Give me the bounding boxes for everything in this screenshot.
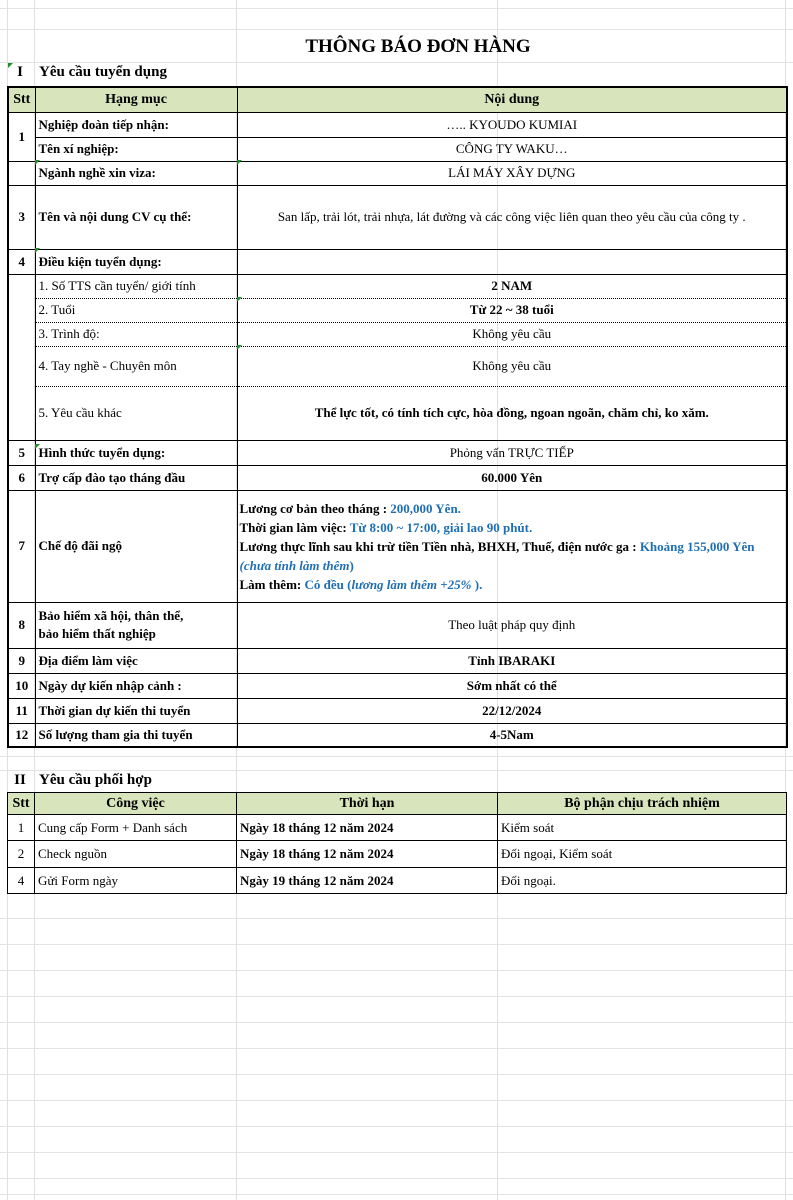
benefit-note: (chưa tính làm thêm: [239, 557, 350, 573]
table-row: [8, 322, 787, 346]
row-stt: 9: [8, 648, 35, 673]
row-stt: 3: [8, 185, 35, 249]
table-row: [8, 298, 787, 322]
table-row: [8, 440, 787, 465]
row-content: CÔNG TY WAKU…: [237, 137, 787, 161]
row-stt: 5: [8, 440, 35, 465]
benefit-note: lương làm thêm +25%: [351, 576, 472, 592]
cell-comment-marker: [8, 63, 13, 68]
row-item: Thời gian dự kiến thi tuyển: [35, 698, 237, 723]
row-content: Từ 22 ~ 38 tuổi: [237, 298, 787, 322]
benefit-value: Khoảng 155,000 Yên: [639, 538, 755, 554]
header-department: Bộ phận chịu trách nhiệm: [498, 793, 787, 815]
row-department: Đối ngoại, Kiểm soát: [498, 841, 787, 868]
row-item: Số lượng tham gia thi tuyển: [35, 723, 237, 747]
section-2-heading: [7, 772, 307, 792]
cell-comment-marker: [35, 444, 40, 449]
recruitment-table: [7, 86, 788, 748]
row-stt: 1: [8, 815, 35, 841]
row-stt: [8, 161, 35, 185]
table-row: [8, 698, 787, 723]
row-stt: 11: [8, 698, 35, 723]
row-content: Thể lực tốt, có tính tích cực, hòa đồng, ngoan ngoãn, chăm chỉ, ko xăm.: [237, 386, 787, 440]
row-task: Cung cấp Form + Danh sách: [35, 815, 237, 841]
table-row: [8, 868, 787, 894]
header-deadline: Thời hạn: [237, 793, 498, 815]
row-task: Gửi Form ngày: [35, 868, 237, 894]
row-stt: 6: [8, 465, 35, 490]
table-row: [8, 137, 787, 161]
table-header-row: [8, 793, 787, 815]
row-department: Kiểm soát: [498, 815, 787, 841]
row-stt: [8, 274, 35, 440]
row-content: LÁI MÁY XÂY DỰNG: [237, 161, 787, 185]
section-1-label: Yêu cầu tuyển dụng: [39, 64, 167, 80]
row-stt: 10: [8, 673, 35, 698]
row-item: 1. Số TTS cần tuyển/ giới tính: [35, 274, 237, 298]
row-item: Tên và nội dung CV cụ thể:: [35, 185, 237, 249]
row-item: Ngày dự kiến nhập cảnh :: [35, 673, 237, 698]
table-row: [8, 602, 787, 648]
row-stt: 1: [8, 112, 35, 161]
table-row: [8, 648, 787, 673]
row-content: Không yêu cầu: [237, 322, 787, 346]
row-stt: 4: [8, 868, 35, 894]
row-stt: 2: [8, 841, 35, 868]
benefit-value: Từ 8:00 ~ 17:00, giải lao 90 phút.: [349, 519, 533, 535]
row-content: Không yêu cầu: [237, 346, 787, 386]
table-row: [8, 346, 787, 386]
cell-comment-marker: [237, 297, 242, 302]
row-content: Theo luật pháp quy định: [237, 602, 787, 648]
table-row: [8, 161, 787, 185]
cell-comment-marker: [35, 248, 40, 253]
row-item: 2. Tuổi: [35, 298, 237, 322]
table-header-row: [8, 87, 787, 112]
row-item: Hình thức tuyển dụng:: [35, 440, 237, 465]
row-content: Sớm nhất có thể: [237, 673, 787, 698]
table-row: [8, 249, 787, 274]
row-item: Ngành nghề xin viza:: [35, 161, 237, 185]
row-content: 4-5Nam: [237, 723, 787, 747]
cell-comment-marker: [35, 160, 40, 165]
benefits-content: [237, 490, 787, 602]
benefit-label: Thời gian làm việc:: [239, 519, 350, 535]
row-content: San lấp, trải lót, trải nhựa, lát đường và các công việc liên quan theo yêu cầu của công ty .: [237, 185, 787, 249]
row-content: [237, 249, 787, 274]
section-2-label: Yêu cầu phối hợp: [39, 772, 152, 788]
row-item: 5. Yêu cầu khác: [35, 386, 237, 440]
row-item: Nghiệp đoàn tiếp nhận:: [35, 112, 237, 137]
row-item: Tên xí nghiệp:: [35, 137, 237, 161]
table-row: [8, 673, 787, 698]
table-row: [8, 815, 787, 841]
row-stt: 7: [8, 490, 35, 602]
row-item: 4. Tay nghề - Chuyên môn: [35, 346, 237, 386]
benefit-value: 200,000 Yên.: [390, 500, 461, 516]
row-item: Trợ cấp đào tạo tháng đầu: [35, 465, 237, 490]
benefit-label: Lương cơ bản theo tháng :: [239, 500, 391, 516]
benefit-note-close: ).: [471, 576, 483, 592]
cell-comment-marker: [237, 345, 242, 350]
row-deadline: Ngày 18 tháng 12 năm 2024: [237, 841, 498, 868]
table-row: [8, 274, 787, 298]
row-item-line: bảo hiểm thất nghiệp: [38, 626, 156, 641]
section-1-number: I: [17, 64, 23, 80]
table-row: [8, 112, 787, 137]
row-deadline: Ngày 19 tháng 12 năm 2024: [237, 868, 498, 894]
benefit-label: Lương thực lĩnh sau khi trừ tiền Tiền nhà, BHXH, Thuế, điện nước ga :: [239, 538, 640, 554]
page-title: THÔNG BÁO ĐƠN HÀNG: [305, 36, 531, 57]
table-row: [8, 386, 787, 440]
table-row: [8, 465, 787, 490]
row-content: ….. KYOUDO KUMIAI: [237, 112, 787, 137]
row-content: 2 NAM: [237, 274, 787, 298]
row-item: Điều kiện tuyển dụng:: [35, 249, 237, 274]
header-task: Công việc: [35, 793, 237, 815]
header-item: Hạng mục: [35, 87, 237, 112]
coordination-table: [7, 792, 787, 894]
row-content: Phỏng vấn TRỰC TIẾP: [237, 440, 787, 465]
row-item: 3. Trình độ:: [35, 322, 237, 346]
benefit-label: Làm thêm:: [239, 576, 305, 592]
header-stt: Stt: [8, 793, 35, 815]
row-department: Đối ngoại.: [498, 868, 787, 894]
row-content: Tỉnh IBARAKI: [237, 648, 787, 673]
header-stt: Stt: [8, 87, 35, 112]
row-item: [35, 602, 237, 648]
row-task: Check nguồn: [35, 841, 237, 868]
cell-comment-marker: [237, 160, 242, 165]
table-row: [8, 185, 787, 249]
row-deadline: Ngày 18 tháng 12 năm 2024: [237, 815, 498, 841]
row-stt: 8: [8, 602, 35, 648]
benefit-note-close: ): [349, 557, 354, 573]
header-content: Nội dung: [237, 87, 787, 112]
row-stt: 12: [8, 723, 35, 747]
row-content: 22/12/2024: [237, 698, 787, 723]
section-1-heading: [7, 64, 307, 84]
table-row: [8, 490, 787, 602]
benefit-value: Có đều (: [304, 576, 352, 592]
row-stt: 4: [8, 249, 35, 274]
section-2-number: II: [14, 772, 26, 788]
row-item: Chế độ đãi ngộ: [35, 490, 237, 602]
row-content: 60.000 Yên: [237, 465, 787, 490]
row-item-line: Bảo hiểm xã hội, thân thể,: [38, 608, 184, 623]
table-row: [8, 841, 787, 868]
table-row: [8, 723, 787, 747]
row-item: Địa điểm làm việc: [35, 648, 237, 673]
